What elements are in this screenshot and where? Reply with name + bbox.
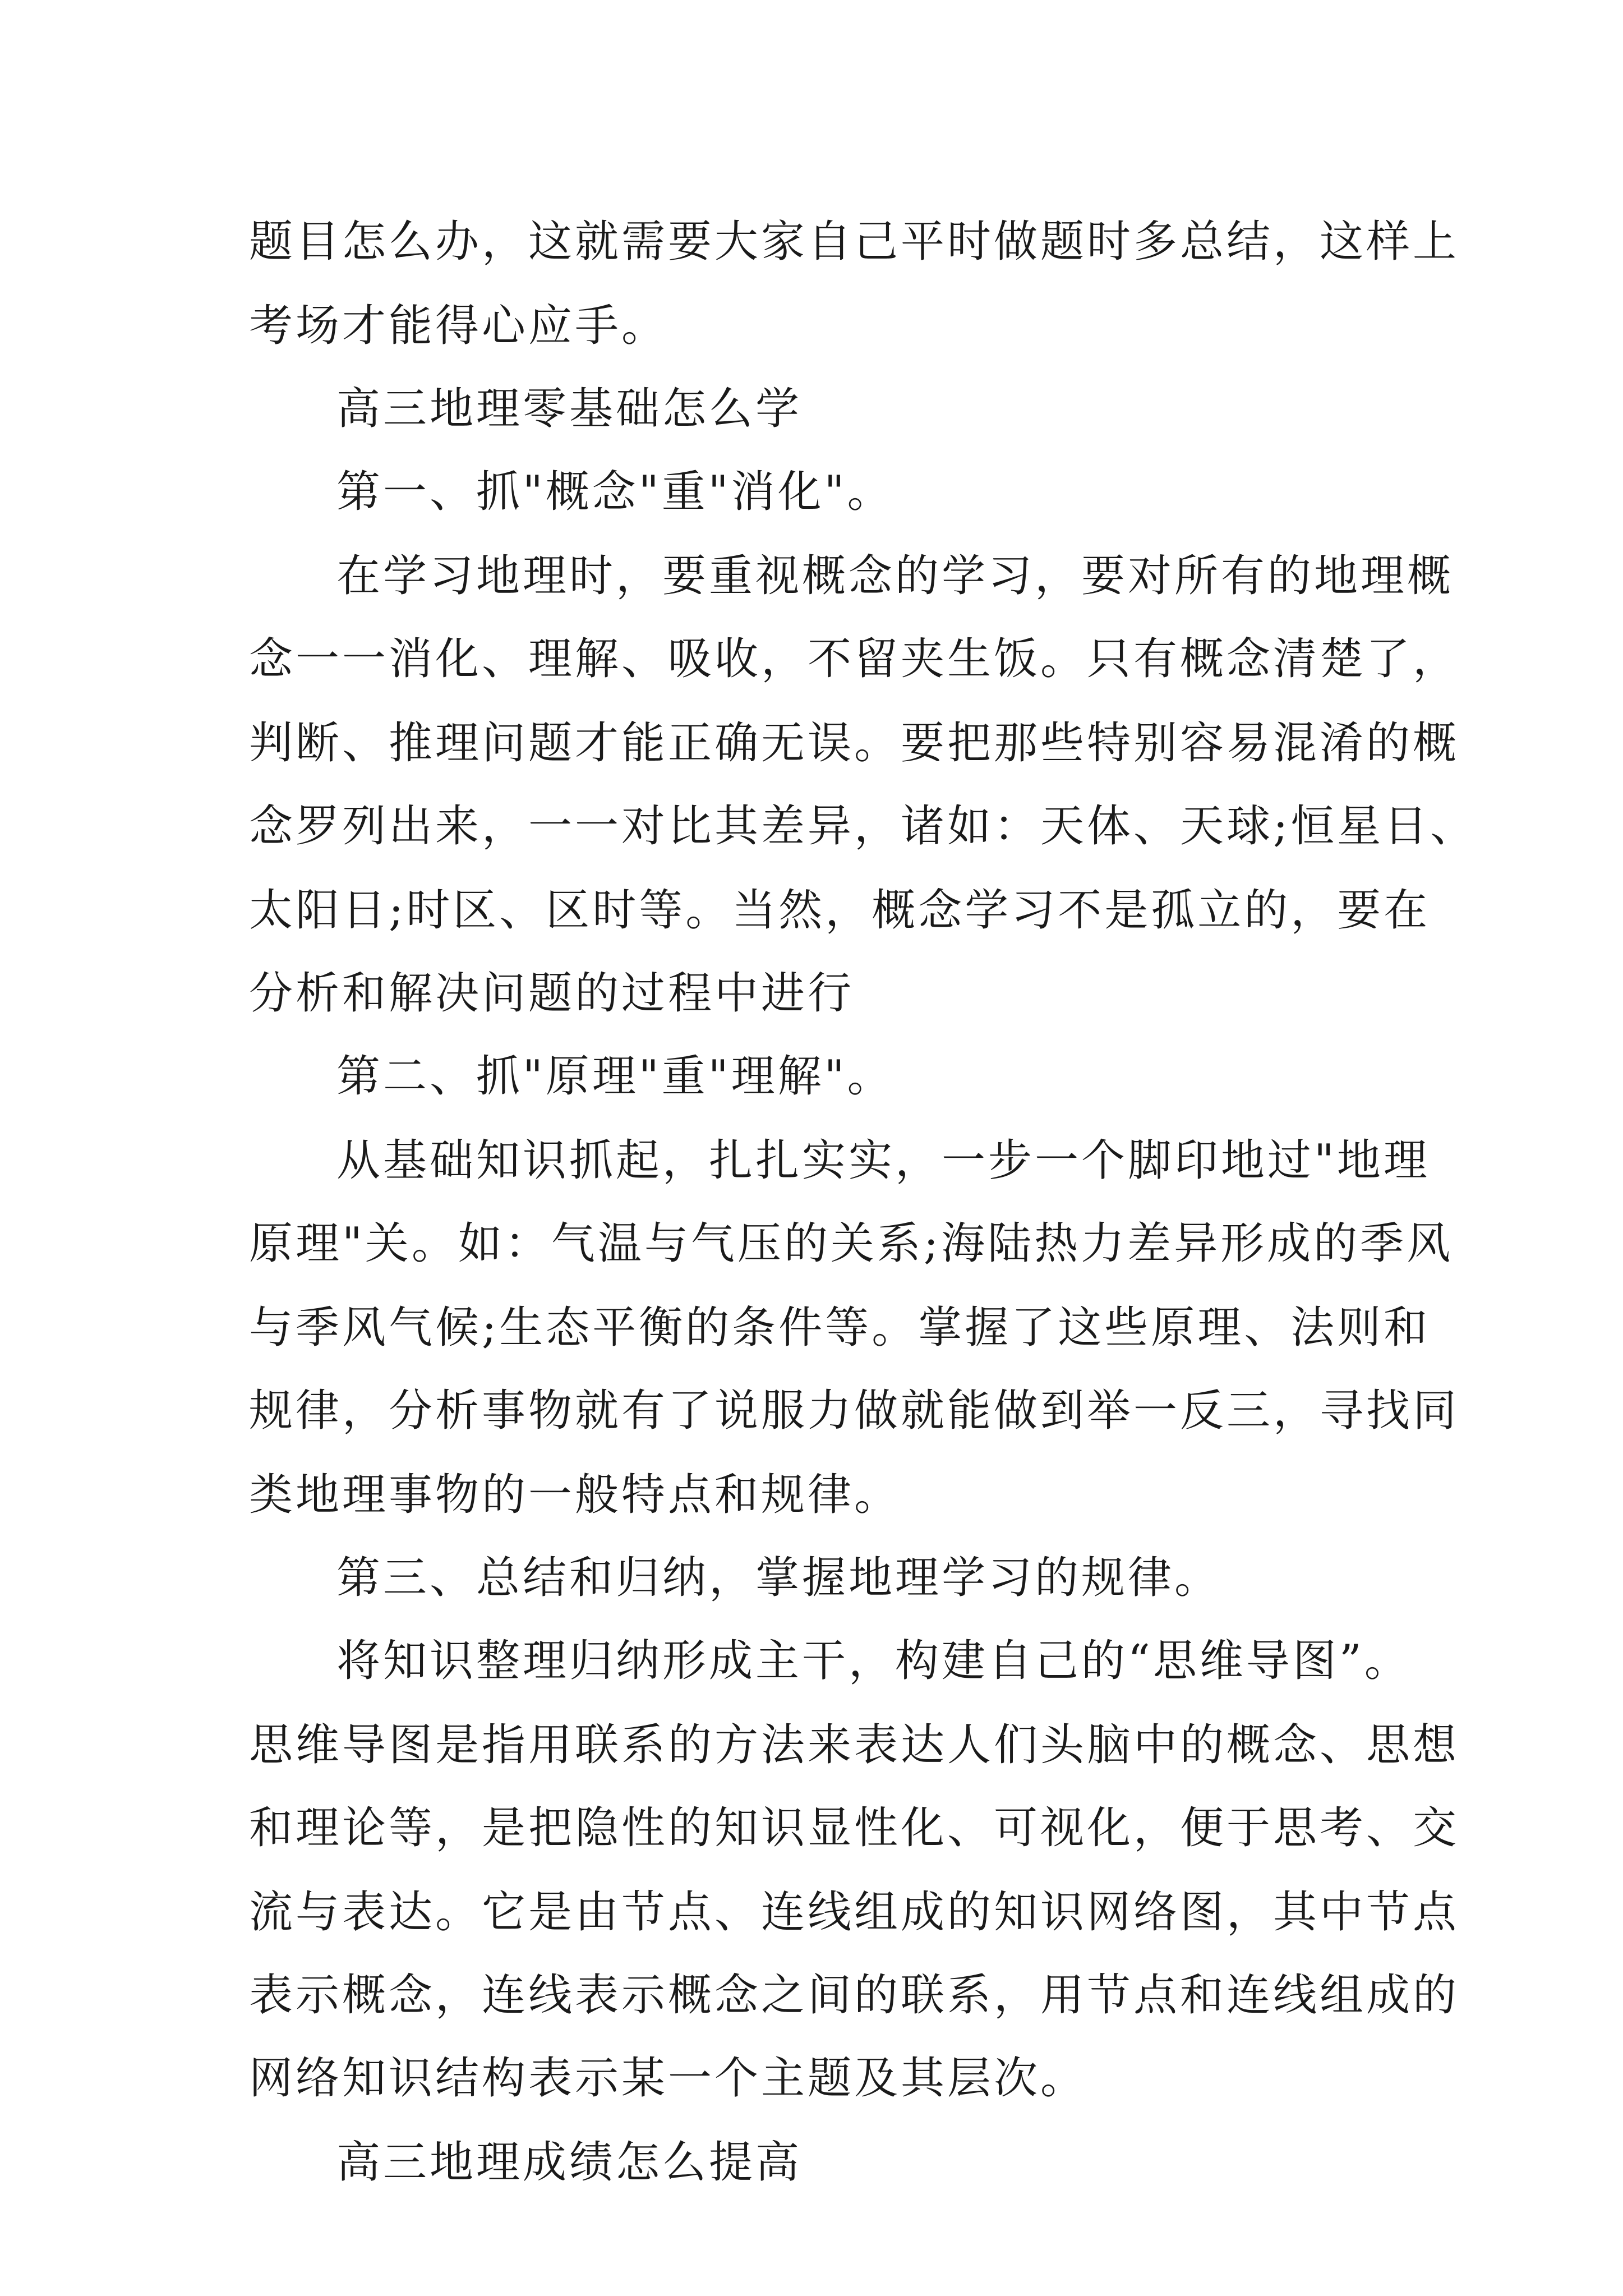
section-heading: 高三地理成绩怎么提高: [336, 2137, 803, 2188]
text-line: 念罗列出来，一一对比其差异，诸如：天体、天球;恒星日、: [249, 801, 1477, 852]
subsection-heading: 第一、抓"概念"重"消化"。: [336, 467, 894, 517]
text-line: 判断、推理问题才能正确无误。要把那些特别容易混淆的概: [249, 718, 1460, 769]
text-line: 和理论等，是把隐性的知识显性化、可视化，便于思考、交: [249, 1803, 1460, 1853]
text-line: 考场才能得心应手。: [249, 301, 668, 351]
text-line: 原理"关。如：气温与气压的关系;海陆热力差异形成的季风: [249, 1218, 1454, 1269]
subsection-heading: 第三、总结和归纳，掌握地理学习的规律。: [336, 1553, 1221, 1603]
text-line: 网络知识结构表示某一个主题及其层次。: [249, 2053, 1087, 2104]
text-line: 念一一消化、理解、吸收，不留夹生饭。只有概念清楚了，: [249, 634, 1460, 684]
text-line: 将知识整理归纳形成主干，构建自己的“思维导图”。: [336, 1636, 1411, 1686]
text-line: 题目怎么办，这就需要大家自己平时做题时多总结，这样上: [249, 217, 1460, 267]
text-line: 从基础知识抓起，扎扎实实，一步一个脚印地过"地理: [336, 1135, 1430, 1186]
text-line: 太阳日;时区、区时等。当然，概念学习不是孤立的，要在: [249, 885, 1431, 936]
text-line: 在学习地理时，要重视概念的学习，要对所有的地理概: [336, 551, 1454, 601]
text-line: 类地理事物的一般特点和规律。: [249, 1470, 901, 1520]
text-line: 流与表达。它是由节点、连线组成的知识网络图，其中节点: [249, 1887, 1460, 1938]
text-line: 思维导图是指用联系的方法来表达人们头脑中的概念、思想: [249, 1720, 1460, 1770]
subsection-heading: 第二、抓"原理"重"理解"。: [336, 1051, 894, 1102]
text-line: 表示概念，连线表示概念之间的联系，用节点和连线组成的: [249, 1970, 1460, 2021]
text-line: 分析和解决问题的过程中进行: [249, 968, 855, 1019]
text-line: 与季风气候;生态平衡的条件等。掌握了这些原理、法则和: [249, 1303, 1431, 1353]
text-line: 规律，分析事物就有了说服力做就能做到举一反三，寻找同: [249, 1386, 1460, 1436]
section-heading: 高三地理零基础怎么学: [336, 384, 803, 434]
